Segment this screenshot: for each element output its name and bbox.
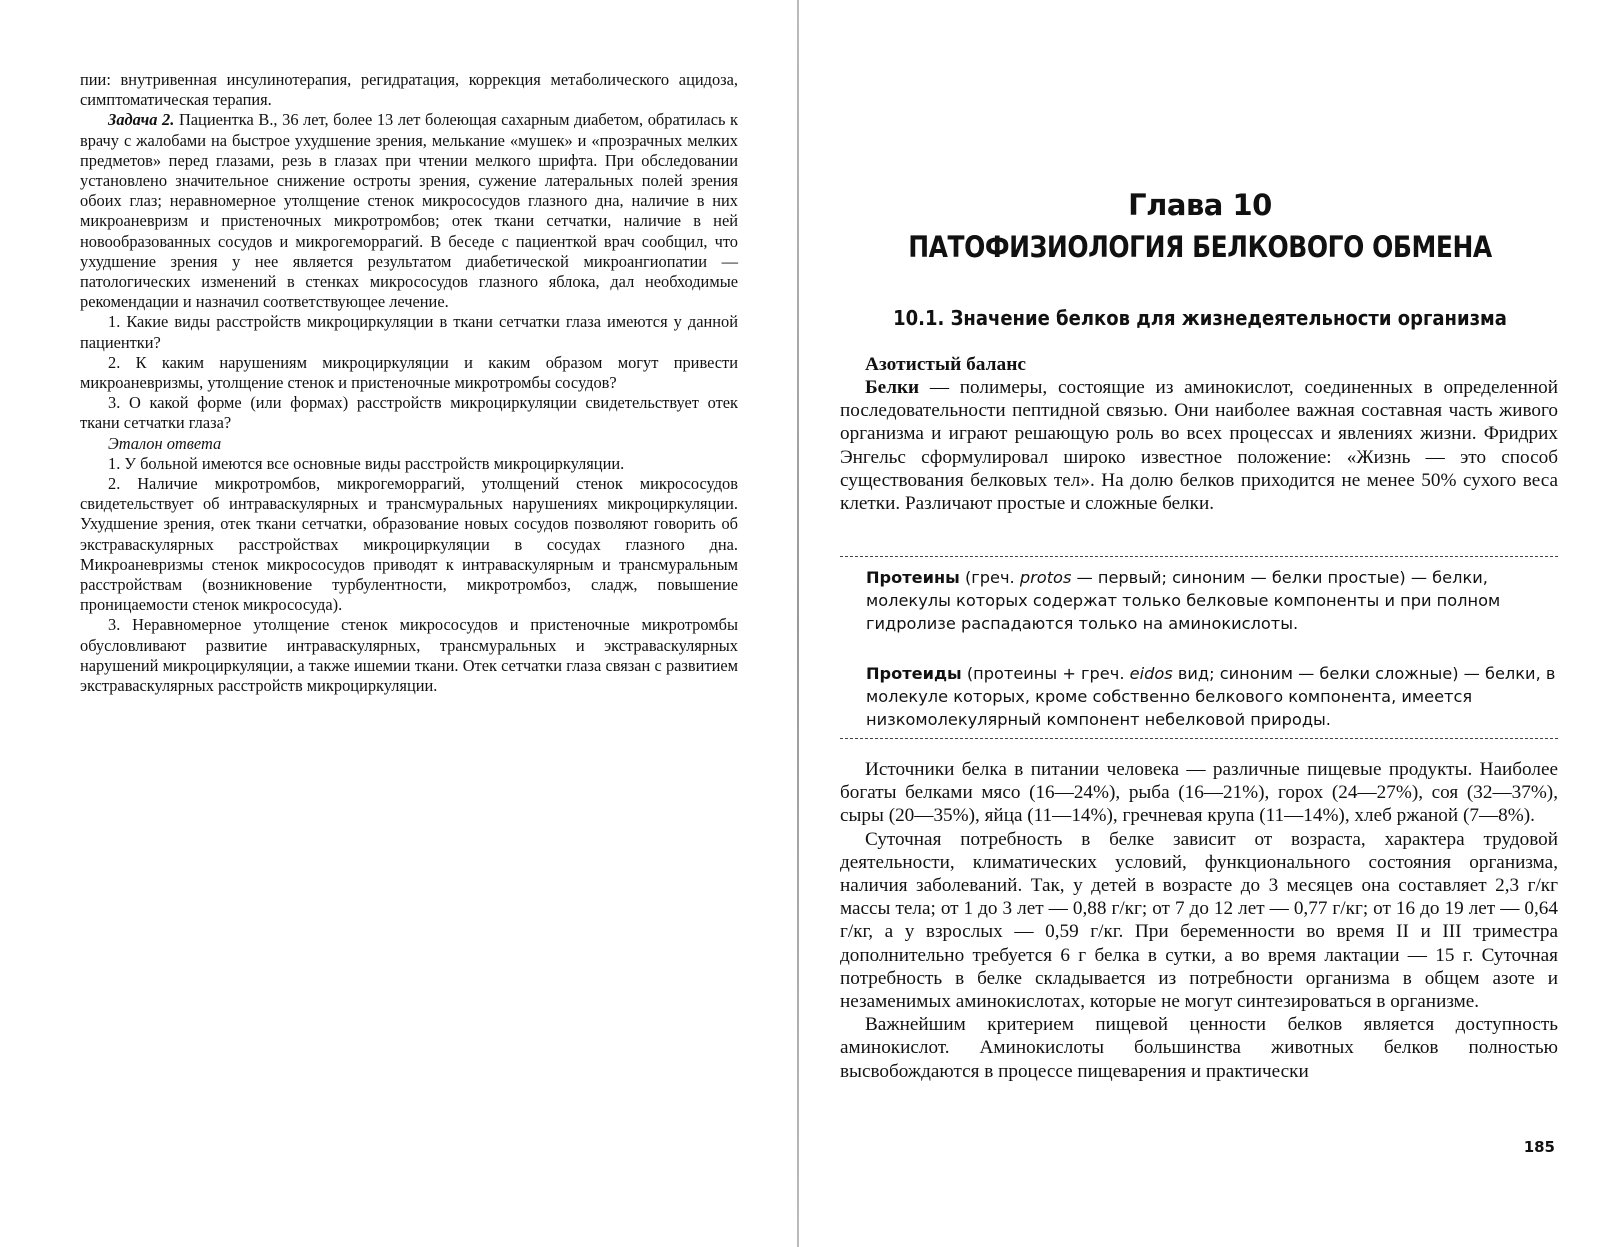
def2-greek: eidos [1129,664,1173,683]
book-gutter [797,0,799,1247]
section-title: 10.1. Значение белков для жизнедеятельности организма [893,306,1507,330]
left-page-text [80,70,738,696]
definition-proteins [866,566,1556,635]
paragraph-sources: Источники белка в питании человека — различные пищевые продукты. Наиболее богаты белками мясо (16—24%), рыба (16—21%), горох (24—27%), соя (32—37%), сыры (20—35%), яйца (11—14%), гречневая крупа (11—14%), хлеб ржаной (7—8%). [840,759,1558,827]
answer-2: 2. Наличие микротромбов, микрогеморрагий, утолщений стенок микрососудов свидетельствует об интраваскулярных и трансмуральных нарушениях микроциркуляции. Ухудшение зрения, отек ткани сетчатки, образование новых сосудов позволяют говорить об экстраваскулярных расстройствах микроциркуляции в сосудах глазного дна. Микроаневризмы стенок микрососудов приводят к интраваскулярным и трансмуральным расстройствам (возникновение турбулентности, микротромбоз, сладж, повышение проницаемости стенок микрососуда). [80,474,738,615]
etalon-label: Эталон ответа [108,433,222,453]
def2-term: Протеиды [866,664,962,683]
task-paragraph [80,110,738,312]
definition-proteids [866,662,1556,731]
right-page [800,0,1600,1247]
def1-greek: protos [1019,568,1072,587]
task-label: Задача 2. [108,110,175,130]
answer-1: 1. У больной имеются все основные виды расстройств микроциркуляции. [108,453,625,473]
task-text: Пациентка В., 36 лет, более 13 лет болеющая сахарным диабетом, обратилась к врачу с жалобами на быстрое ухудшение зрения, мелькание «мушек» и «прозрачных мелких предметов» перед глазами, резь в глазах при чтении мелкого шрифта. При обследовании установлено значительное снижение остроты зрения, сужение латеральных полей зрения обоих глаз; неравномерное утолщение стенок микрососудов глазного дна, наличие в них микроаневризм и пристеночных микротромбов; отек ткани сетчатки, наличие в ней новообразованных сосудов и микрогеморрагий. В беседе с пациенткой врач сообщил, что ухудшение зрения у нее является результатом диабетической микроангиопатии — патологических изменений в стенках микрососудов глазного яблока, дал необходимые рекомендации и назначил соответствующее лечение. [80,110,738,312]
body-block [840,758,1558,1083]
page-number: 185 [1523,1138,1555,1156]
intro-text: — полимеры, состоящие из аминокислот, соединенных в определенной последовательности пептидной связью. Они наиболее важная составная часть живого организма и играют решающую роль во всех процессах и явлениях жизни. Фридрих Энгельс сформулировал широко известное положение: «Жизнь — это способ существования белковых тел». На долю белков приходится не менее 50% сухого веса клетки. Различают простые и сложные белки. [840,377,1558,515]
intro-lead: Белки [865,377,920,398]
def1-pre: (греч. [959,568,1020,587]
def2-pre: (протеины + греч. [961,664,1130,683]
definition-box-top-border [840,556,1558,557]
paragraph-criteria: Важнейшим критерием пищевой ценности белков является доступность аминокислот. Аминокислоты большинства животных белков полностью высвобождаются в процессе пищеварения и практически [840,1014,1558,1082]
left-page [0,0,795,1247]
paragraph-daily-need: Суточная потребность в белке зависит от возраста, характера трудовой деятельности, климатических условий, функционального состояния организма, наличия заболеваний. Так, у детей в возрасте до 3 месяцев она составляет 2,3 г/кг массы тела; от 1 до 3 лет — 0,88 г/кг; от 7 до 12 лет — 0,77 г/кг; от 16 до 19 лет — 0,64 г/кг, а у взрослых — 0,59 г/кг. При беременности во время II и III триместра дополнительно требуется 6 г белка в сутки, а во время лактации — 15 г. Суточная потребность в белке складывается из потребности организма в общем азоте и незаменимых аминокислотах, которые не могут синтезироваться в организме. [840,828,1558,1013]
def2-post: вид; синоним — белки сложные) — белки, в молекуле которых, кроме собственно белкового компонента, имеется низкомолекулярный компонент небелковой природы. [866,664,1556,729]
paragraph: пии: внутривенная инсулинотерапия, регидратация, коррекция метаболического ацидоза, симптоматическая терапия. [80,70,738,110]
answer-3: 3. Неравномерное утолщение стенок микрососудов и пристеночные микротромбы обусловливают развитие интраваскулярных, трансмуральных и экстраваскулярных нарушений микроциркуляции, а также ишемии ткани. Отек сетчатки глаза связан с развитием экстраваскулярных расстройств микроциркуляции. [80,615,738,696]
question-3: 3. О какой форме (или формах) расстройств микроциркуляции свидетельствует отек ткани сетчатки глаза? [80,393,738,433]
intro-paragraph [840,376,1558,515]
chapter-number: Глава 10 [1128,188,1272,222]
definition-box-bottom-border [840,738,1558,739]
question-2: 2. К каким нарушениям микроциркуляции и каким образом могут привести микроаневризмы, утолщение стенок и пристеночные микротромбы сосудов? [80,352,738,393]
def1-post: — первый; синоним — белки простые) — белки, молекулы которых содержат только белковые компоненты и при полном гидролизе распадаются только на аминокислоты. [866,568,1501,633]
chapter-title: ПАТОФИЗИОЛОГИЯ БЕЛКОВОГО ОБМЕНА [908,230,1492,264]
intro-block [840,376,1558,515]
subheading: Азотистый баланс [865,354,1027,375]
def1-term: Протеины [866,568,960,587]
question-1: 1. Какие виды расстройств микроциркуляции в ткани сетчатки глаза имеются у данной пациентки? [80,312,738,352]
